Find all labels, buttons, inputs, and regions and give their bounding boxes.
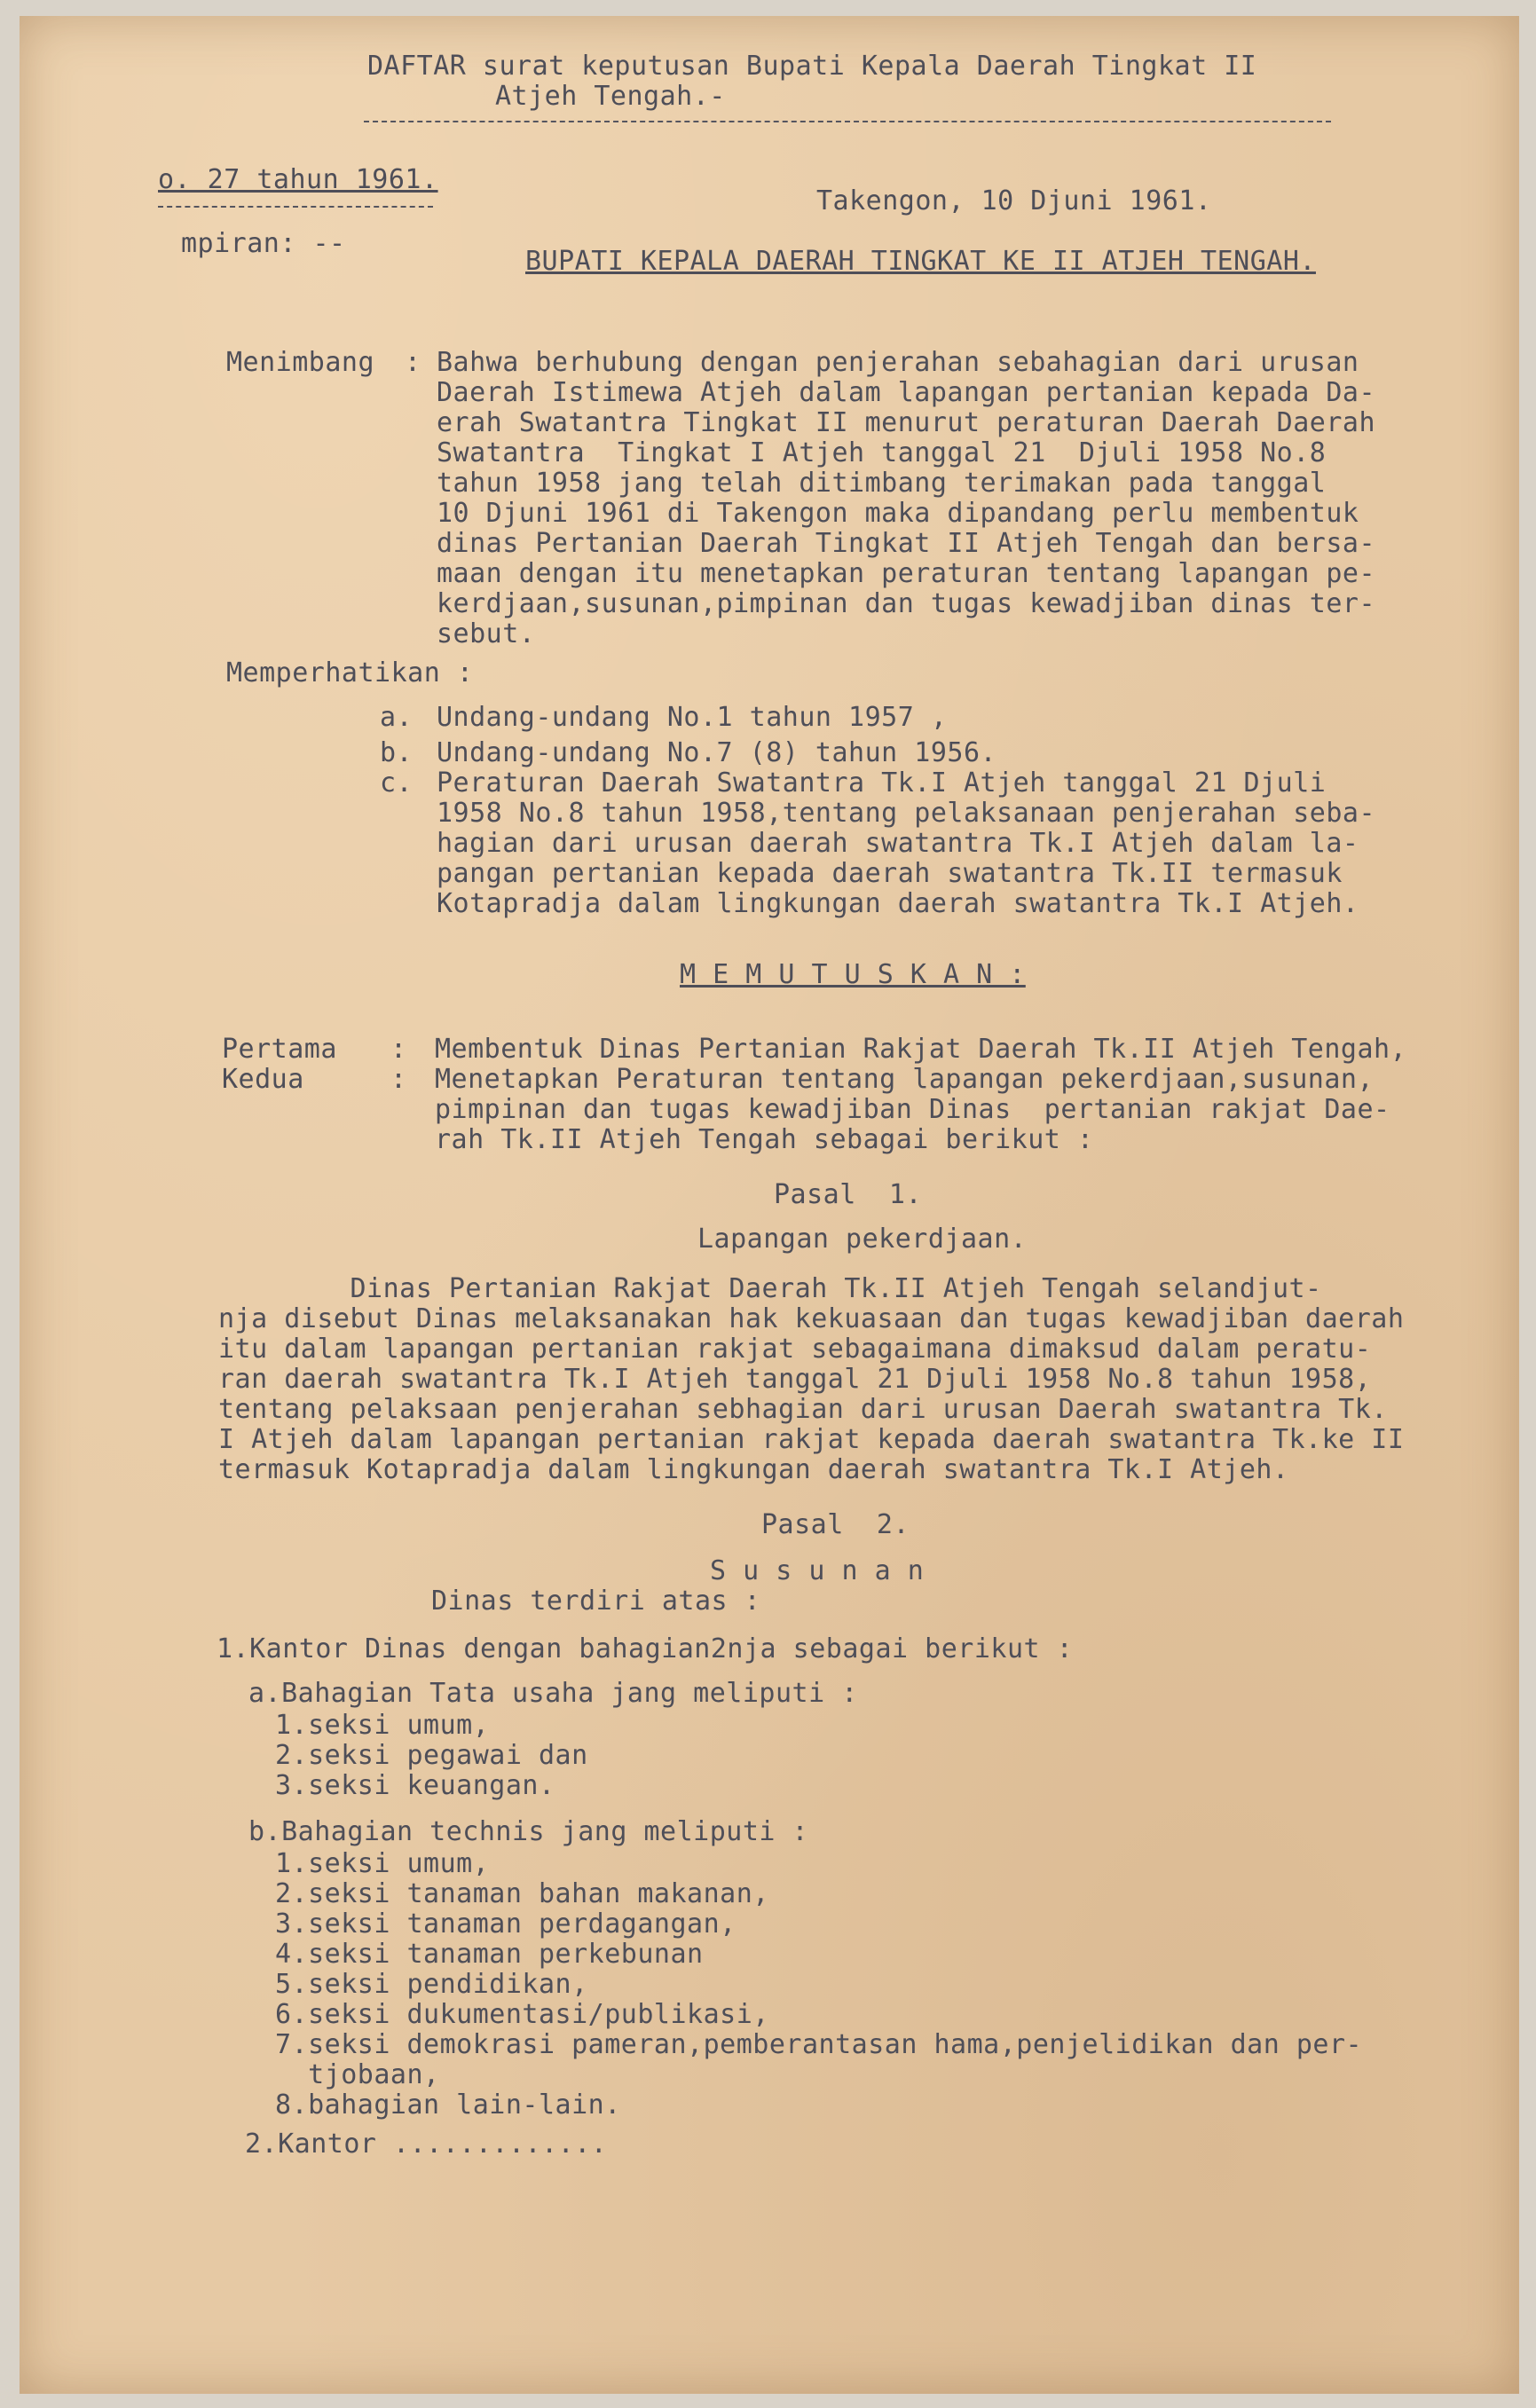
memperhatikan-item: Peraturan Daerah Swatantra Tk.I Atjeh tanggal 21 Djuli (437, 767, 1327, 799)
memutuskan-heading: M E M U T U S K A N : (680, 959, 1026, 990)
seksi-item: 6.seksi dukumentasi/publikasi, (275, 1999, 769, 2030)
memperhatikan-item: 1958 No.8 tahun 1958,tentang pelaksanaan penjerahan seba- (437, 798, 1376, 829)
pasal1-line: ran daerah swatantra Tk.I Atjeh tanggal 21 Djuli 1958 No.8 tahun 1958, (218, 1364, 1372, 1395)
memperhatikan-item: Kotapradja dalam lingkungan daerah swatantra Tk.I Atjeh. (437, 888, 1359, 919)
menimbang-line: erah Swatantra Tingkat II menurut peraturan Daerah Daerah (437, 407, 1376, 438)
pasal2-subtitle: S u s u n a n (710, 1555, 925, 1586)
memperhatikan-marker: b. (380, 737, 414, 768)
pasal1-line: termasuk Kotapradja dalam lingkungan daerah swatantra Tk.I Atjeh. (218, 1454, 1289, 1485)
pasal1-line: itu dalam lapangan pertanian rakjat sebagaimana dimaksud dalam peratu- (218, 1334, 1372, 1365)
place-date: Takengon, 10 Djuni 1961. (816, 185, 1212, 216)
menimbang-line: maan dengan itu menetapkan peraturan tentang lapangan pe- (437, 558, 1376, 589)
memperhatikan-item: hagian dari urusan daerah swatantra Tk.I Atjeh dalam la- (437, 828, 1359, 859)
memperhatikan-marker: a. (380, 702, 414, 733)
kedua-label: Kedua (222, 1064, 304, 1095)
menimbang-line: 10 Djuni 1961 di Takengon maka dipandang perlu membentuk (437, 498, 1359, 529)
seksi-item: tjobaan, (275, 2059, 440, 2090)
kedua-line: rah Tk.II Atjeh Tengah sebagai berikut : (435, 1124, 1094, 1155)
seksi-item: 5.seksi pendidikan, (275, 1969, 588, 2000)
bagian-a-heading: a.Bahagian Tata usaha jang meliputi : (248, 1678, 858, 1709)
kedua-line: Menetapkan Peraturan tentang lapangan pekerdjaan,susunan, (435, 1064, 1375, 1095)
kedua-colon: : (390, 1064, 407, 1095)
pasal2-title: Pasal 2. (761, 1509, 910, 1540)
memperhatikan-item: pangan pertanian kepada daerah swatantra Tk.II termasuk (437, 858, 1343, 889)
pasal2-item2: 2.Kantor ............. (245, 2129, 608, 2160)
seksi-item: 2.seksi pegawai dan (275, 1740, 588, 1771)
issuer-title: BUPATI KEPALA DAERAH TINGKAT KE II ATJEH TENGAH. (525, 246, 1316, 277)
document-header-line1: DAFTAR surat keputusan Bupati Kepala Daerah Tingkat II (367, 51, 1257, 82)
seksi-item: 1.seksi umum, (275, 1710, 490, 1741)
pasal2-item1: 1.Kantor Dinas dengan bahagian2nja sebagai berikut : (217, 1633, 1074, 1664)
memperhatikan-label: Memperhatikan : (226, 657, 474, 689)
pasal1-title: Pasal 1. (774, 1179, 923, 1210)
menimbang-line: Daerah Istimewa Atjeh dalam lapangan pertanian kepada Da- (437, 377, 1376, 408)
memperhatikan-marker: c. (380, 767, 414, 799)
seksi-item: 4.seksi tanaman perkebunan (275, 1939, 704, 1970)
kedua-line: pimpinan dan tugas kewadjiban Dinas pertanian rakjat Dae- (435, 1094, 1390, 1125)
menimbang-colon: : (405, 347, 421, 378)
menimbang-line: Bahwa berhubung dengan penjerahan sebahagian dari urusan (437, 347, 1359, 378)
seksi-item: 2.seksi tanaman bahan makanan, (275, 1878, 769, 1909)
pertama-text: Membentuk Dinas Pertanian Rakjat Daerah Tk.II Atjeh Tengah, (435, 1034, 1407, 1065)
pasal2-intro: Dinas terdiri atas : (431, 1586, 761, 1617)
pasal1-line: I Atjeh dalam lapangan pertanian rakjat kepada daerah swatantra Tk.ke II (218, 1424, 1405, 1455)
document-header-line2: Atjeh Tengah.- (495, 81, 726, 112)
menimbang-label: Menimbang (226, 347, 375, 378)
pasal1-line: tentang pelaksaan penjerahan sebhagian dari urusan Daerah swatantra Tk. (218, 1394, 1388, 1425)
seksi-item: 8.bahagian lain-lain. (275, 2089, 621, 2121)
attachment-line: mpiran: -- (181, 228, 346, 259)
pasal1-line: Dinas Pertanian Rakjat Daerah Tk.II Atjeh Tengah selandjut- (218, 1273, 1322, 1304)
menimbang-line: dinas Pertanian Daerah Tingkat II Atjeh Tengah dan bersa- (437, 528, 1376, 559)
bagian-b-heading: b.Bahagian technis jang meliputi : (248, 1816, 809, 1847)
memperhatikan-item: Undang-undang No.7 (8) tahun 1956. (437, 737, 997, 768)
pertama-label: Pertama (222, 1034, 337, 1065)
pasal1-subtitle: Lapangan pekerdjaan. (697, 1224, 1028, 1255)
seksi-item: 3.seksi tanaman perdagangan, (275, 1908, 736, 1940)
menimbang-line: sebut. (437, 618, 536, 649)
pertama-colon: : (390, 1034, 407, 1065)
seksi-item: 3.seksi keuangan. (275, 1770, 555, 1801)
seksi-item: 1.seksi umum, (275, 1848, 490, 1879)
number-rule (158, 206, 433, 208)
document-number: o. 27 tahun 1961. (158, 164, 438, 195)
memperhatikan-item: Undang-undang No.1 tahun 1957 , (437, 702, 948, 733)
menimbang-line: tahun 1958 jang telah ditimbang terimakan pada tanggal (437, 468, 1327, 499)
menimbang-line: kerdjaan,susunan,pimpinan dan tugas kewadjiban dinas ter- (437, 588, 1376, 619)
menimbang-line: Swatantra Tingkat I Atjeh tanggal 21 Djuli 1958 No.8 (437, 437, 1327, 468)
seksi-item: 7.seksi demokrasi pameran,pemberantasan hama,penjelidikan dan per- (275, 2029, 1363, 2060)
header-rule (364, 121, 1331, 122)
pasal1-line: nja disebut Dinas melaksanakan hak kekuasaan dan tugas kewadjiban daerah (218, 1303, 1405, 1334)
